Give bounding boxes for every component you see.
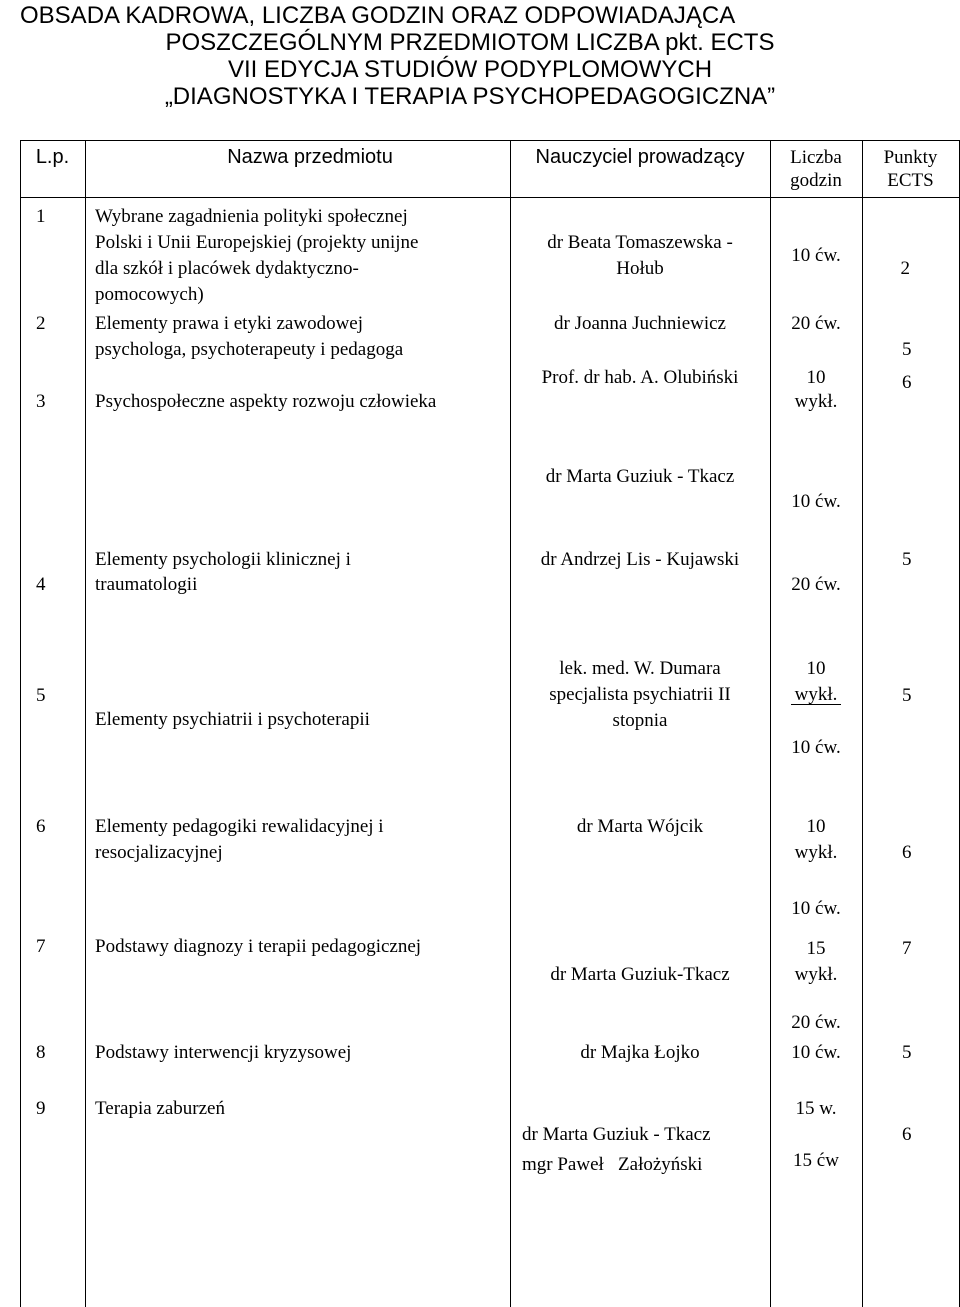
- row-8-hours: 10 ćw.: [791, 1042, 841, 1063]
- row-6-ects: 6: [902, 842, 912, 863]
- row-7-lp: 7: [36, 936, 46, 957]
- row-2-teacher: dr Joanna Juchniewicz: [554, 313, 726, 334]
- row-4-lp: 4: [36, 574, 46, 595]
- row-5-hours-line-3: 10 ćw.: [791, 737, 841, 758]
- row-2-hours: 20 ćw.: [791, 313, 841, 334]
- row-5-subject: Elementy psychiatrii i psychoterapii: [95, 709, 370, 730]
- row-5-teacher-line-3: stopnia: [612, 710, 668, 731]
- row-5-teacher-line-1: lek. med. W. Dumara: [559, 658, 721, 679]
- row-2-subject-line-2: psychologa, psychoterapeuty i pedagoga: [95, 339, 404, 360]
- row-3-ects: 6: [902, 372, 912, 393]
- table-top-border: [20, 140, 960, 141]
- row-2-lp: 2: [36, 313, 46, 334]
- row-1-teacher-line-2: Hołub: [616, 258, 664, 279]
- row-8-teacher: dr Majka Łojko: [580, 1042, 700, 1063]
- row-1-subject-line-3: dla szkół i placówek dydaktyczno-: [95, 258, 359, 279]
- header-subject: Nazwa przedmiotu: [227, 146, 393, 168]
- column-divider-subject: [510, 140, 511, 1307]
- column-divider-lp: [85, 140, 86, 1307]
- header-teacher: Nauczyciel prowadzący: [535, 146, 745, 168]
- row-6-teacher: dr Marta Wójcik: [576, 816, 704, 837]
- row-2-ects: 5: [902, 339, 912, 360]
- row-7-subject: Podstawy diagnozy i terapii pedagogicznej: [95, 936, 422, 957]
- row-1-lp: 1: [36, 206, 46, 227]
- row-3-lp: 3: [36, 391, 46, 412]
- row-3-teacher-line-2: dr Marta Guziuk - Tkacz: [545, 466, 735, 487]
- row-3-hours-line-2: wykł.: [794, 391, 838, 412]
- row-6-hours-line-1: 10: [806, 816, 826, 837]
- row-6-subject-line-2: resocjalizacyjnej: [95, 842, 223, 863]
- row-5-teacher-line-2: specjalista psychiatrii II: [549, 684, 731, 705]
- row-1-subject-line-2: Polski i Unii Europejskiej (projekty unijne: [95, 232, 419, 253]
- header-lp: L.p.: [35, 146, 70, 168]
- header-hours-line-2: godzin: [790, 170, 842, 191]
- title-line-1: OBSADA KADROWA, LICZBA GODZIN ORAZ ODPOWIADAJĄCA: [20, 2, 736, 29]
- row-6-lp: 6: [36, 816, 46, 837]
- header-bottom-border: [20, 197, 960, 198]
- row-3-hours-line-3: 10 ćw.: [791, 491, 841, 512]
- document-title: [20, 2, 920, 110]
- row-9-hours-line-1: 15 w.: [795, 1098, 837, 1119]
- row-7-hours-line-1: 15: [806, 938, 826, 959]
- row-7-hours-line-3: 20 ćw.: [791, 1012, 841, 1033]
- table-left-border: [20, 140, 21, 1307]
- row-9-lp: 9: [36, 1098, 46, 1119]
- row-9-teacher-line-1: dr Marta Guziuk - Tkacz: [522, 1124, 711, 1145]
- row-3-hours-line-1: 10: [806, 367, 826, 388]
- row-5-hours-underline: [791, 704, 841, 705]
- column-divider-teacher: [770, 140, 771, 1307]
- row-6-hours-line-3: 10 ćw.: [791, 898, 841, 919]
- column-divider-hours: [862, 140, 863, 1307]
- row-9-hours-line-2: 15 ćw: [793, 1150, 839, 1171]
- row-8-lp: 8: [36, 1042, 46, 1063]
- row-4-teacher: dr Andrzej Lis - Kujawski: [540, 549, 740, 570]
- row-5-lp: 5: [36, 685, 46, 706]
- row-4-ects: 5: [902, 549, 912, 570]
- row-4-subject-line-2: traumatologii: [95, 574, 198, 595]
- row-4-hours: 20 ćw.: [791, 574, 841, 595]
- row-5-hours-line-2: wykł.: [794, 684, 838, 705]
- row-7-hours-line-2: wykł.: [794, 964, 838, 985]
- row-5-ects: 5: [902, 685, 912, 706]
- title-line-3: VII EDYCJA STUDIÓW PODYPLOMOWYCH: [227, 56, 713, 83]
- header-hours: [770, 146, 862, 192]
- row-3-teacher-line-1: Prof. dr hab. A. Olubiński: [541, 367, 739, 388]
- row-9-ects: 6: [902, 1124, 912, 1145]
- row-8-subject: Podstawy interwencji kryzysowej: [95, 1042, 352, 1063]
- row-4-subject-line-1: Elementy psychologii klinicznej i: [95, 549, 351, 570]
- header-hours-line-1: Liczba: [790, 147, 842, 168]
- row-6-hours-line-2: wykł.: [794, 842, 838, 863]
- row-8-ects: 5: [902, 1042, 912, 1063]
- title-line-2: POSZCZEGÓLNYM PRZEDMIOTOM LICZBA pkt. ECTS: [165, 29, 775, 56]
- row-7-teacher: dr Marta Guziuk-Tkacz: [550, 964, 730, 985]
- row-1-subject-line-4: pomocowych): [95, 284, 204, 305]
- header-ects-line-1: Punkty: [883, 147, 938, 168]
- row-6-subject-line-1: Elementy pedagogiki rewalidacyjnej i: [95, 816, 384, 837]
- row-1-ects: 2: [900, 258, 910, 279]
- row-1-subject-line-1: Wybrane zagadnienia polityki społecznej: [95, 206, 408, 227]
- row-1-teacher-line-1: dr Beata Tomaszewska -: [547, 232, 733, 253]
- title-line-4: „DIAGNOSTYKA I TERAPIA PSYCHOPEDAGOGICZNA”: [164, 83, 776, 110]
- header-ects: [862, 146, 959, 192]
- row-9-subject: Terapia zaburzeń: [95, 1098, 225, 1119]
- row-3-subject: Psychospołeczne aspekty rozwoju człowieka: [95, 391, 437, 412]
- row-9-teacher-line-2: mgr Paweł Założyński: [522, 1154, 703, 1175]
- row-1-hours: 10 ćw.: [791, 245, 841, 266]
- row-2-subject-line-1: Elementy prawa i etyki zawodowej: [95, 313, 364, 334]
- header-ects-line-2: ECTS: [887, 170, 934, 191]
- row-5-hours-line-1: 10: [806, 658, 826, 679]
- row-7-ects: 7: [902, 938, 912, 959]
